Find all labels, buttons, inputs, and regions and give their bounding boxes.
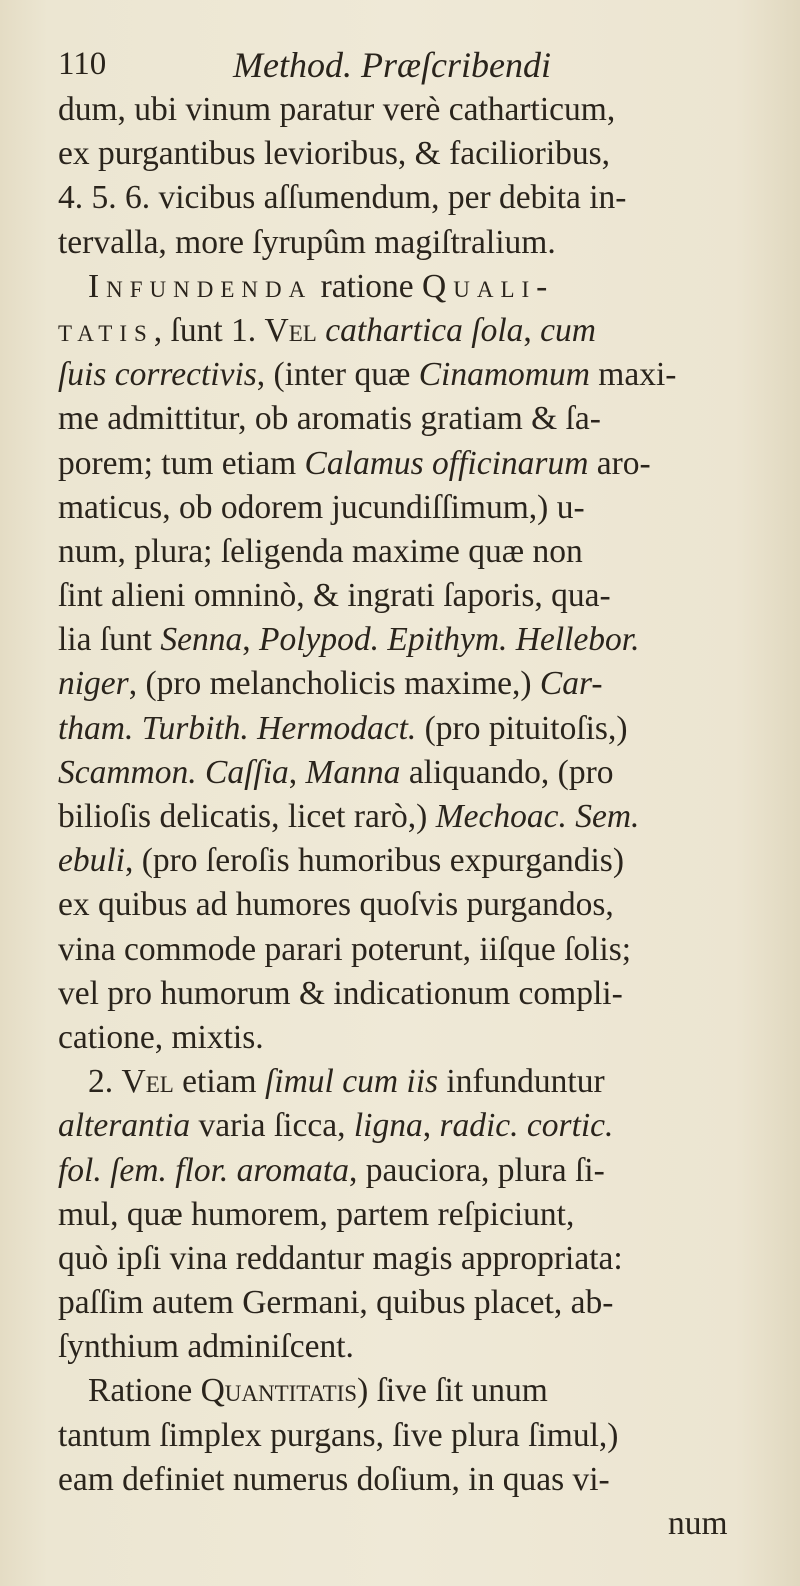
text-segment: num	[668, 1505, 728, 1542]
text-segment: ,	[523, 311, 541, 349]
text-line	[58, 132, 793, 176]
text-segment: lia ſunt	[58, 621, 161, 659]
text-segment: etiam	[173, 1063, 265, 1101]
text-segment: varia ſicca,	[190, 1107, 354, 1145]
text-segment: eam definiet numerus doſium, in quas vi-	[58, 1460, 610, 1498]
text-line	[58, 795, 793, 839]
text-line	[58, 1237, 793, 1281]
text-segment: ,	[422, 1107, 440, 1145]
text-line	[58, 1060, 793, 1104]
text-line	[58, 1325, 793, 1369]
text-line	[58, 883, 793, 927]
text-line	[58, 1104, 793, 1148]
text-segment: Infundenda	[88, 267, 313, 305]
text-line	[58, 751, 793, 795]
text-segment: cum	[540, 311, 596, 349]
text-line	[58, 618, 793, 662]
text-segment: num, plura; ſeligenda maxime quæ non	[58, 532, 583, 570]
text-segment: ſuis correctivis	[58, 356, 257, 394]
text-segment: Senna	[160, 621, 243, 659]
text-line	[58, 928, 793, 972]
text-segment: ebuli	[58, 842, 125, 880]
text-segment: Quantitatis	[200, 1372, 358, 1410]
text-line	[58, 972, 793, 1016]
text-segment: ex quibus ad humores quoſvis purgandos,	[58, 886, 614, 924]
text-segment: catione, mixtis.	[58, 1018, 264, 1056]
text-segment: cathartica ſola	[325, 311, 524, 349]
text-segment: ) ſive ſit unum	[357, 1372, 548, 1410]
text-line	[58, 1281, 793, 1325]
text-line	[58, 221, 793, 265]
text-segment: , (inter quæ	[256, 356, 419, 394]
text-line	[58, 1414, 793, 1458]
text-line	[58, 662, 793, 706]
text-segment: , pauciora, plura ſi-	[348, 1151, 605, 1189]
text-segment: aliquando, (pro	[400, 753, 614, 791]
page-header	[58, 40, 778, 90]
text-segment: , (pro melancholicis maxime,)	[128, 665, 540, 703]
text-segment: aro-	[588, 444, 651, 482]
text-segment: , (pro ſeroſis humoribus expurgandis)	[124, 842, 625, 880]
text-segment: dum, ubi vinum paratur verè catharticum,	[58, 91, 616, 128]
text-line	[58, 1193, 793, 1237]
text-line	[58, 442, 793, 486]
body-text	[58, 88, 793, 1546]
text-line	[58, 309, 793, 353]
text-segment: Cinamomum	[418, 356, 590, 394]
text-line	[58, 1458, 793, 1502]
page-number: 110	[58, 46, 107, 82]
text-line	[58, 397, 793, 441]
text-segment: ſynthium adminiſcent.	[58, 1328, 354, 1366]
text-segment: mul, quæ humorem, partem reſpiciunt,	[58, 1195, 575, 1233]
text-segment: Polypod. Epithym. Hellebor.	[258, 621, 640, 659]
text-line	[58, 1369, 793, 1413]
text-line	[58, 530, 793, 574]
text-segment: Manna	[305, 753, 401, 791]
text-segment: fol. ſem. flor. aromata	[58, 1151, 349, 1189]
text-line	[58, 574, 793, 618]
text-segment: tham. Turbith. Hermodact.	[58, 709, 417, 747]
text-segment: 2.	[88, 1063, 122, 1101]
text-segment: Mechoac. Sem.	[435, 798, 640, 835]
running-title: Method. Præſcribendi	[233, 45, 551, 85]
text-segment: ligna	[353, 1107, 423, 1145]
text-line	[58, 265, 793, 309]
text-segment: Scammon. Caſſia	[58, 753, 289, 791]
text-segment: ſint alieni omninò, & ingrati ſaporis, qua-	[58, 577, 611, 615]
text-segment: maticus, ob odorem jucundiſſimum,) u-	[58, 488, 585, 526]
text-line	[58, 88, 793, 132]
text-segment: bilioſis delicatis, licet rarò,)	[58, 798, 436, 835]
text-line	[58, 176, 793, 220]
text-segment: ex purgantibus levioribus, & facilioribus,	[58, 135, 611, 173]
text-segment: tantum ſimplex purgans, ſive plura ſimul,)	[58, 1416, 619, 1454]
text-segment: Car-	[539, 665, 603, 703]
text-segment: ,	[288, 753, 306, 791]
text-line	[58, 1502, 793, 1546]
text-segment: tatis	[58, 311, 154, 349]
text-segment: vel pro humorum & indicationum compli-	[58, 974, 623, 1012]
text-line	[58, 486, 793, 530]
text-segment: niger	[58, 665, 129, 703]
text-segment: Vel	[121, 1063, 174, 1101]
text-line	[58, 1016, 793, 1060]
text-segment: Ratione	[88, 1372, 201, 1410]
text-segment: radic. cortic.	[439, 1107, 614, 1145]
text-segment: quò ipſi vina reddantur magis appropriata:	[58, 1239, 623, 1277]
text-segment: maxi-	[589, 356, 677, 394]
text-segment: infunduntur	[438, 1063, 605, 1101]
text-segment: me admittitur, ob aromatis gratiam & ſa-	[58, 400, 601, 438]
text-segment: tervalla, more ſyrupûm magiſtralium.	[58, 223, 556, 261]
text-segment: ſimul cum iis	[264, 1063, 439, 1101]
text-line	[58, 1149, 793, 1193]
text-segment: Quali-	[422, 267, 555, 305]
text-line	[58, 353, 793, 397]
text-segment: , ſunt 1.	[153, 311, 265, 349]
text-segment: 4. 5. 6. vicibus aſſumendum, per debita in-	[58, 179, 627, 217]
text-line	[58, 839, 793, 883]
text-segment: paſſim autem Germani, quibus placet, ab-	[58, 1284, 614, 1322]
text-line	[58, 707, 793, 751]
text-segment: alterantia	[58, 1107, 191, 1145]
text-segment: ,	[242, 621, 259, 659]
text-segment	[317, 312, 325, 349]
text-segment: Vel	[264, 311, 317, 349]
text-segment: (pro pituitoſis,)	[416, 709, 628, 747]
text-segment: porem; tum etiam	[58, 444, 305, 482]
text-segment: Calamus officinarum	[304, 444, 589, 482]
text-segment: vina commode parari poterunt, iiſque ſolis;	[58, 930, 632, 968]
text-segment: ratione	[312, 267, 423, 305]
